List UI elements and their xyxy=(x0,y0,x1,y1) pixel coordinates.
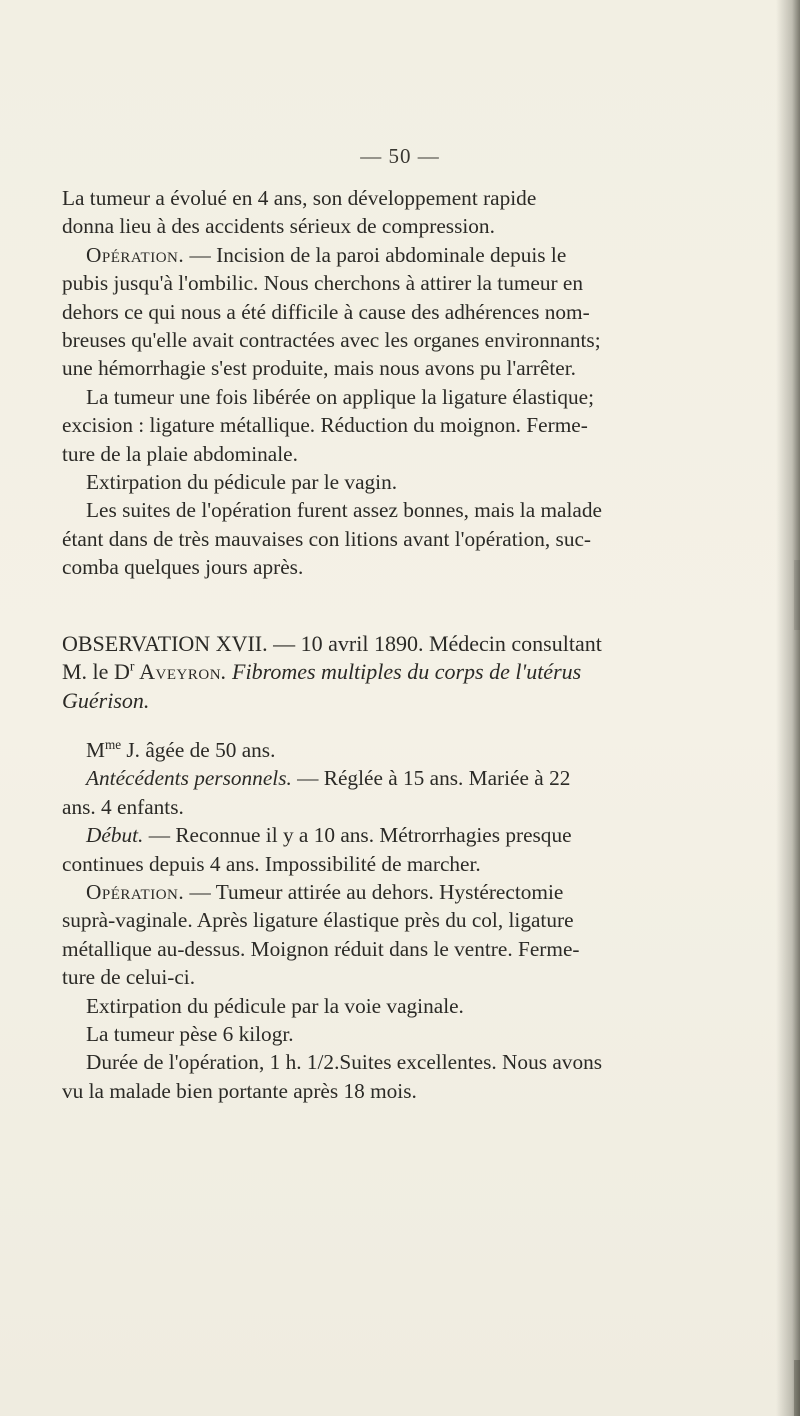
text-line: comba quelques jours après. xyxy=(62,555,304,580)
doctor-sup: r xyxy=(129,659,135,675)
observation-title-line xyxy=(62,630,782,658)
doctor-prefix: M. le D xyxy=(62,659,130,685)
observation-subject: . Fibromes multiples du corps de l'utérus xyxy=(221,659,582,685)
patient-rest: J. âgée de 50 ans. xyxy=(121,738,276,762)
operation-label: Opération. xyxy=(86,880,185,905)
observation-heading xyxy=(62,630,782,715)
antecedents-line xyxy=(62,764,782,792)
text-line: métallique au-dessus. Moignon réduit dans le ventre. Ferme- xyxy=(62,936,580,961)
doctor-name: Aveyron xyxy=(134,659,222,685)
scan-edge-mark xyxy=(794,560,800,630)
observation-date: — 10 avril 1890. Médecin consultant xyxy=(267,631,602,656)
text-line: Extirpation du pédicule par le vagin. xyxy=(86,470,398,495)
text-line: La tumeur a évolué en 4 ans, son développement rapide xyxy=(62,186,537,210)
patient-prefix: M xyxy=(86,738,105,762)
text-line: donna lieu à des accidents sérieux de compression. xyxy=(62,214,495,239)
scan-edge-mark xyxy=(794,1360,800,1416)
debut-label: Début. xyxy=(86,823,144,848)
debut-text: — Reconnue il y a 10 ans. Métrorrhagies presque xyxy=(143,823,572,848)
text-line: excision : ligature métallique. Réduction du moignon. Ferme- xyxy=(62,413,588,438)
observation-doctor-line xyxy=(62,658,782,686)
operation-text: — Tumeur attirée au dehors. Hystérectomie xyxy=(184,880,564,905)
text-line: ans. 4 enfants. xyxy=(62,794,184,819)
text-line: suprà-vaginale. Après ligature élastique près du col, ligature xyxy=(62,908,574,933)
text-line: une hémorrhagie s'est produite, mais nous avons pu l'arrêter. xyxy=(62,356,576,381)
text-line: vu la malade bien portante après 18 mois. xyxy=(62,1078,417,1103)
patient-sup: me xyxy=(104,736,122,752)
patient-line xyxy=(62,736,782,764)
text-line: étant dans de très mauvaises con litions avant l'opération, suc- xyxy=(62,526,592,551)
operation-line xyxy=(62,878,782,906)
text-line: ture de celui-ci. xyxy=(62,965,196,990)
case-body-section xyxy=(62,736,782,1105)
observation-number: OBSERVATION XVII. xyxy=(62,631,268,656)
text-line: continues depuis 4 ans. Impossibilité de marcher. xyxy=(62,851,481,876)
text-line: Extirpation du pédicule par la voie vaginale. xyxy=(86,993,464,1018)
text-line: breuses qu'elle avait contractées avec les organes environnants; xyxy=(62,328,601,353)
text-line: pubis jusqu'à l'ombilic. Nous cherchons à attirer la tumeur en xyxy=(62,271,584,296)
text-fragment: — Incision de la paroi abdominale depuis le xyxy=(184,242,567,267)
debut-line xyxy=(62,821,782,849)
operation-label: Opération. xyxy=(86,242,185,267)
text-line: Durée de l'opération, 1 h. 1/2.Suites excellentes. Nous avons xyxy=(86,1050,603,1075)
antecedents-label: Antécédents personnels. xyxy=(86,766,292,791)
text-line: Les suites de l'opération furent assez bonnes, mais la malade xyxy=(86,498,602,523)
operation-paragraph-first-line xyxy=(62,241,782,269)
text-line: La tumeur une fois libérée on applique la ligature élastique; xyxy=(86,384,594,409)
antecedents-text: — Réglée à 15 ans. Mariée à 22 xyxy=(291,766,571,791)
text-line: ture de la plaie abdominale. xyxy=(62,441,298,466)
previous-case-section xyxy=(62,184,782,582)
page-number: — 50 — xyxy=(360,144,440,168)
text-line: dehors ce qui nous a été difficile à cause des adhérences nom- xyxy=(62,299,590,324)
text-line: La tumeur pèse 6 kilogr. xyxy=(86,1022,294,1047)
observation-outcome: Guérison. xyxy=(62,687,150,713)
